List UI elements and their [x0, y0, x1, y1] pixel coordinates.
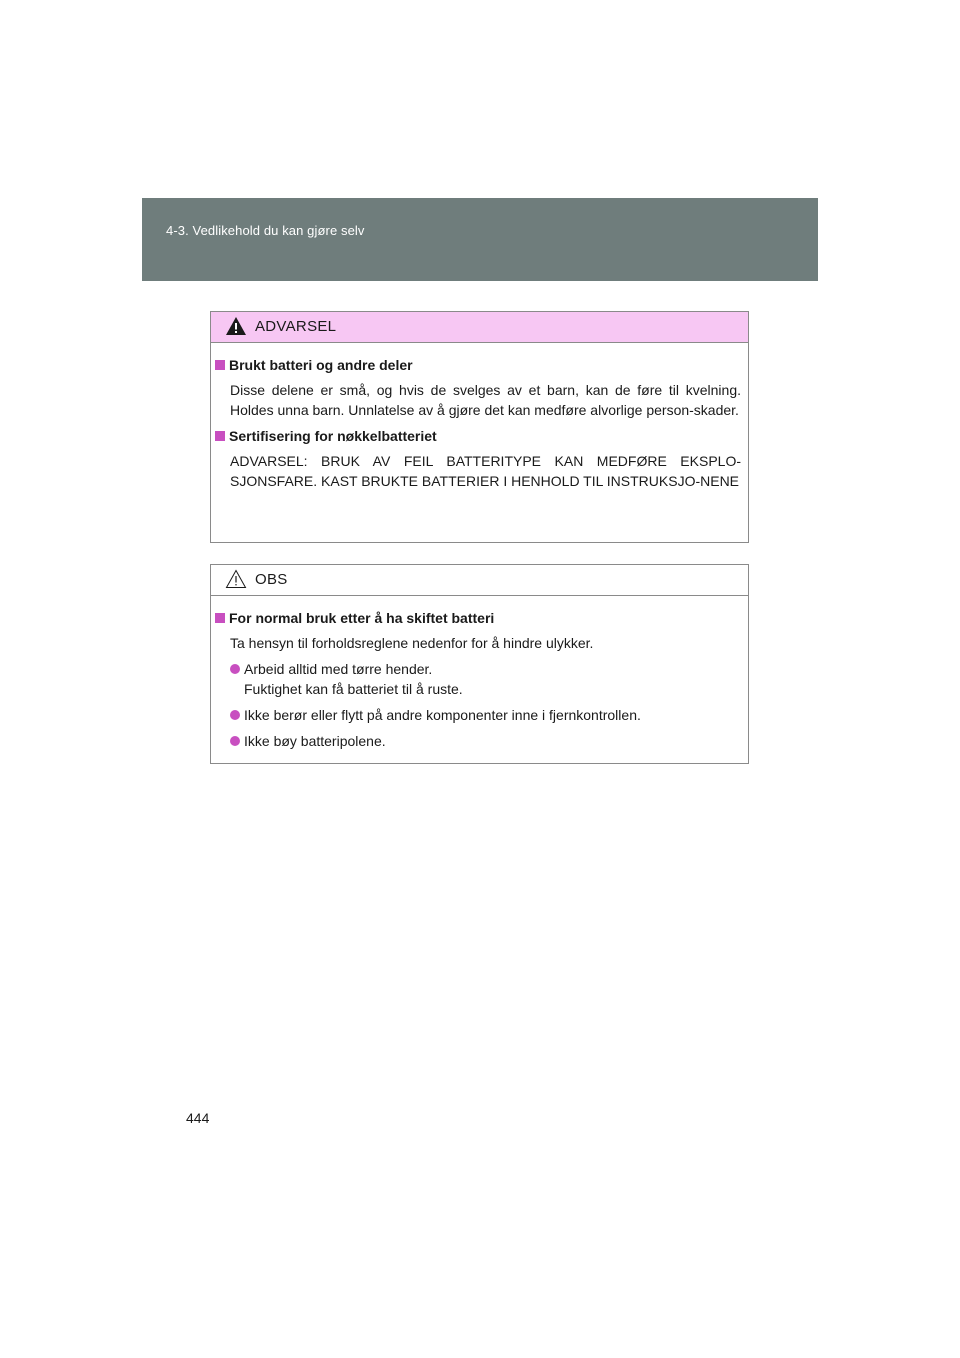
- warning-section-text: Disse delene er små, og hvis de svelges av et barn, kan de føre til kvelning. Holdes unna barn. Unnlatelse av å gjøre det kan medføre alvorlige person-skader.: [230, 382, 741, 418]
- square-marker-icon: [215, 431, 225, 441]
- notice-box-header: [211, 565, 748, 596]
- notice-label: OBS: [255, 571, 288, 588]
- warning-triangle-icon: [225, 316, 247, 336]
- list-item-text: Ikke berør eller flytt på andre komponenter inne i fjernkontrollen.: [244, 707, 641, 723]
- notice-box: [210, 564, 749, 764]
- section-header-band: [142, 198, 818, 281]
- notice-section-heading: [215, 608, 741, 628]
- square-marker-icon: [215, 613, 225, 623]
- section-title: 4-3. Vedlikehold du kan gjøre selv: [166, 223, 365, 238]
- warning-section-title: Sertifisering for nøkkelbatteriet: [229, 428, 437, 444]
- list-item: [230, 731, 741, 751]
- list-item-text: Ikke bøy batteripolene.: [244, 733, 386, 749]
- warning-section-text: ADVARSEL: BRUK AV FEIL BATTERITYPE KAN MEDFØRE EKSPLO-SJONSFARE. KAST BRUKTE BATTERIER I HENHOLD TIL INSTRUKSJO-NENE: [230, 453, 741, 489]
- warning-box: [210, 311, 749, 543]
- warning-box-body: [211, 343, 748, 491]
- notice-intro-text: Ta hensyn til forholdsreglene nedenfor for å hindre ulykker.: [230, 635, 594, 651]
- bullet-dot-icon: [230, 736, 240, 746]
- list-item-detail: Fuktighet kan få batteriet til å ruste.: [244, 681, 463, 697]
- warning-label: ADVARSEL: [255, 318, 337, 335]
- caution-triangle-outline-icon: [225, 569, 247, 589]
- warning-section-title: Brukt batteri og andre deler: [229, 357, 413, 373]
- bullet-dot-icon: [230, 664, 240, 674]
- list-item: [230, 659, 741, 699]
- bullet-dot-icon: [230, 710, 240, 720]
- warning-section-heading: [215, 355, 741, 375]
- page-number: 444: [186, 1110, 210, 1126]
- warning-section-heading: [215, 426, 741, 446]
- square-marker-icon: [215, 360, 225, 370]
- notice-box-body: [211, 596, 748, 751]
- notice-section-title: For normal bruk etter å ha skiftet batteri: [229, 610, 495, 626]
- warning-box-header: [211, 312, 748, 343]
- list-item-text: Arbeid alltid med tørre hender.: [244, 661, 433, 677]
- list-item: [230, 705, 741, 725]
